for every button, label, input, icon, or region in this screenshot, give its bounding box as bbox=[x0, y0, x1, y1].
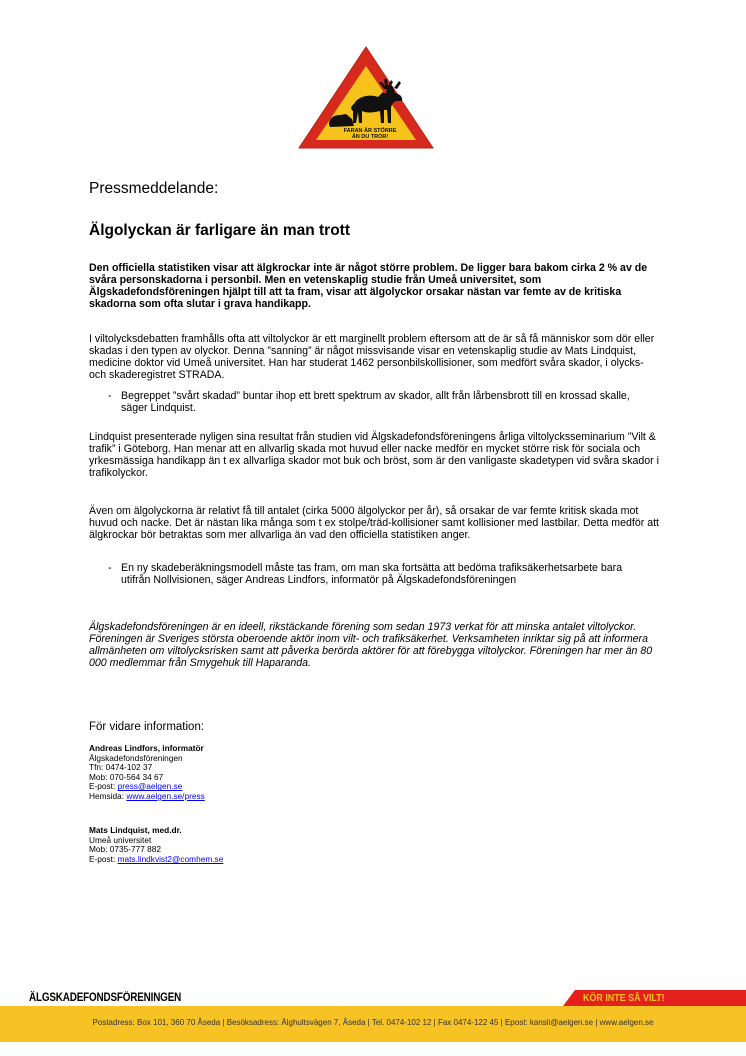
contact-org: Älgskadefondsföreningen bbox=[89, 752, 183, 763]
contact-org: Umeå universitet bbox=[89, 834, 152, 845]
quote-1 bbox=[108, 390, 648, 414]
paragraph-2: Lindquist presenterade nyligen sina resultat från studien vid Älgskadefondsföreningens årliga viltolycksseminarium ”Vilt & trafik” i Göteborg. Han menar att en allvarlig skada mot huvud eller nacke medför en mycket större risk för sociala och yrkesmässiga handikapp än t ex allvarliga skador mot buk och bröst, som är den vanligaste skadetypen vid svåra skador i trafikolyckor. bbox=[89, 431, 659, 479]
web-label: Hemsida: bbox=[89, 790, 127, 801]
logo-text-line2: ÄN DU TROR! bbox=[351, 134, 389, 140]
logo-text-line1: FARAN ÄR STÖRRE bbox=[343, 128, 397, 134]
email-link[interactable]: mats.lindkvist2@comhem.se bbox=[117, 853, 224, 864]
contact-andreas-lindfors bbox=[89, 744, 205, 802]
website-link[interactable]: www.aelgen.se/press bbox=[126, 790, 205, 801]
footer-address: Postadress: Box 101, 360 70 Åseda | Besöksadress: Älghultsvägen 7, Åseda | Tel. 0474-102 12 | Fax 0474-122 45 | Epost: kansli@aelgen.se | www.aelgen.se bbox=[92, 1018, 654, 1027]
paragraph-1: I viltolycksdebatten framhålls ofta att viltolyckor är ett marginellt problem eftersom att de är så få människor som dör eller skadas i den typen av olyckor. Denna ”sanning” är något missvisande visar en vetenskaplig studie av Mats Lindquist, medicine doktor vid Umeå universitet. Han har studerat 1462 personbilskollisioner, som medfört svåra skador, i olycks- och skaderegistret STRADA. bbox=[89, 333, 655, 381]
more-info-heading: För vidare information: bbox=[89, 721, 205, 733]
slogan-text: KÖR INTE SÅ VILT! bbox=[583, 992, 665, 1004]
headline: Älgolyckan är farligare än man trott bbox=[89, 222, 350, 239]
email-link[interactable]: press@aelgen.se bbox=[117, 781, 183, 792]
email-label: E-post: bbox=[89, 853, 118, 864]
contact-email-row bbox=[89, 855, 223, 865]
warning-sign-logo bbox=[296, 44, 436, 154]
quote-1-text: Begreppet ”svårt skadad” buntar ihop ett brett spektrum av skador, allt från lårbensbrott till en krossad skalle, säger Lindquist. bbox=[121, 390, 630, 414]
paragraph-3: Även om älgolyckorna är relativt få till antalet (cirka 5000 älgolyckor per år), så orsakar de var femte kritisk skada mot huvud och nacke. Det är nästan lika många som t ex stolpe/träd-kollisioner samt kollisioner med lastbilar. Detta medför att älgkrockar bör betraktas som mer allvarliga än vad den officiella statistiken anger. bbox=[89, 505, 659, 541]
contact-mats-lindquist bbox=[89, 826, 223, 864]
contact-name: Andreas Lindfors, informatör bbox=[89, 743, 204, 753]
contact-mobile: Mob: 070-564 34 67 bbox=[89, 771, 164, 782]
contact-web-row bbox=[89, 792, 205, 802]
contact-phone: Tfn: 0474-102 37 bbox=[89, 762, 153, 773]
moose-warning-icon bbox=[296, 44, 436, 154]
list-dash: - bbox=[108, 562, 112, 574]
about-organization: Älgskadefondsföreningen är en ideell, rikstäckande förening som sedan 1973 verkat för att minska antalet viltolyckor. Föreningen är Sveriges största oberoende aktör inom vilt- och trafiksäkerhet. Verksamheten inriktar sig på att informera allmänheten om viltolycksrisken samt att påverka berörda aktörer för att förebygga viltolyckor. Föreningen har mer än 80 000 medlemmar från Smygehuk till Haparanda. bbox=[89, 621, 653, 669]
contact-mobile: Mob: 0735-777 882 bbox=[89, 844, 161, 855]
lead-paragraph: Den officiella statistiken visar att älgkrockar inte är något större problem. De ligger bara bakom cirka 2 % av de svåra personskadorna i personbil. Men en vetenskaplig studie från Umeå universitet, som Älgskadefondsföreningen hjälpt till att ta fram, visar att älgolyckor orsakar nästan var femte av de kritiska skadorna som ofta slutar i grava handikapp. bbox=[89, 262, 648, 310]
quote-2 bbox=[108, 562, 648, 586]
list-dash: - bbox=[108, 390, 112, 402]
footer-brand-name: ÄLGSKADEFONDSFÖRENINGEN bbox=[29, 992, 182, 1004]
email-label: E-post: bbox=[89, 781, 118, 792]
document-type: Pressmeddelande: bbox=[89, 180, 219, 197]
quote-2-text: En ny skadeberäkningsmodell måste tas fram, om man ska fortsätta att bedöma trafiksäkerhetsarbete bara utifrån Nollvisionen, säger Andreas Lindfors, informatör på Älgskadefondsföreningen bbox=[121, 562, 623, 586]
contact-name: Mats Lindquist, med.dr. bbox=[89, 825, 182, 835]
